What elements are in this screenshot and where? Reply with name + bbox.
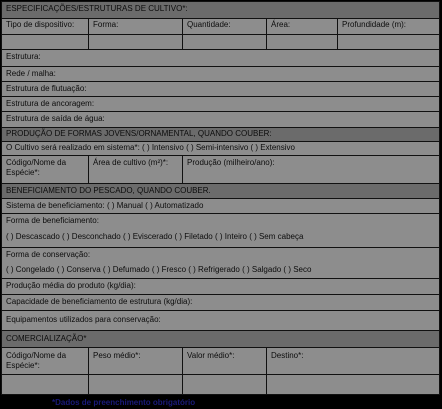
field-ancoragem[interactable]: [2, 97, 439, 112]
field-estrutura[interactable]: [2, 50, 439, 67]
label-flutuacao: Estrutura de flutuação:: [6, 84, 87, 93]
form-frame: [1, 1, 440, 395]
col-forma: Forma:: [88, 19, 182, 34]
cultivo-header-row: [2, 2, 439, 19]
entry-com-codigo[interactable]: [2, 375, 88, 394]
col-destino: Destino*:: [266, 348, 439, 374]
col-area-cultivo: Área de cultivo (m²)*:: [88, 156, 182, 183]
equipamentos-row[interactable]: [2, 311, 439, 331]
entry-destino[interactable]: [266, 375, 439, 394]
cultivo-columns-row: [2, 19, 439, 35]
producao-header: PRODUÇÃO DE FORMAS JOVENS/ORNAMENTAL, QUANDO COUBER:: [6, 129, 272, 138]
col-producao-milheiro: Produção (milheiro/ano):: [182, 156, 439, 183]
col-tipo-dispositivo: Tipo de dispositivo:: [6, 20, 75, 29]
producao-media-row[interactable]: [2, 279, 439, 295]
conservacao-label: Forma de conservação:: [6, 250, 91, 259]
producao-media-label: Produção média do produto (kg/dia):: [6, 281, 136, 290]
entry-profundidade[interactable]: [337, 35, 439, 49]
conservacao-row[interactable]: [2, 248, 439, 279]
producao-system-options[interactable]: O Cultivo será realizado em sistema*: ( ) Intensivo ( ) Semi-intensivo ( ) Extensivo: [6, 143, 295, 152]
label-saida-agua: Estrutura de saída de água:: [6, 114, 105, 123]
beneficiamento-header: BENEFICIAMENTO DO PESCADO, QUANDO COUBER.: [6, 186, 211, 195]
field-flutuacao[interactable]: [2, 82, 439, 97]
entry-peso-medio[interactable]: [88, 375, 182, 394]
cultivo-entry-row[interactable]: [2, 35, 439, 50]
producao-header-row: [2, 128, 439, 142]
beneficiamento-system-options[interactable]: Sistema de beneficiamento: ( ) Manual ( ) Automatizado: [6, 201, 204, 210]
col-valor-medio: Valor médio*:: [182, 348, 266, 374]
label-estrutura: Estrutura:: [6, 52, 41, 61]
capacidade-row[interactable]: [2, 295, 439, 311]
col-com-codigo-especie: Código/Nome da Espécie*:: [6, 351, 67, 370]
comercializacao-entry-row[interactable]: [2, 375, 439, 394]
col-area: Área:: [266, 19, 337, 34]
comercializacao-header: COMERCIALIZAÇÃO*: [6, 334, 87, 343]
capacidade-label: Capacidade de beneficiamento de estrutura (kg/dia):: [6, 297, 193, 306]
forma-beneficiamento-label: Forma de beneficiamento:: [6, 216, 99, 225]
label-ancoragem: Estrutura de ancoragem:: [6, 99, 95, 108]
forma-beneficiamento-row[interactable]: [2, 214, 439, 248]
producao-columns-row: [2, 156, 439, 184]
field-saida-agua[interactable]: [2, 112, 439, 128]
col-codigo-especie: Código/Nome da Espécie*:: [6, 158, 67, 177]
conservacao-options[interactable]: ( ) Congelado ( ) Conserva ( ) Defumado ( ) Fresco ( ) Refrigerado ( ) Salgado ( ) Seco: [6, 265, 312, 274]
entry-quantidade[interactable]: [182, 35, 266, 49]
label-rede-malha: Rede / malha:: [6, 69, 56, 78]
entry-area[interactable]: [266, 35, 337, 49]
forma-beneficiamento-options[interactable]: ( ) Descascado ( ) Desconchado ( ) Eviscerado ( ) Filetado ( ) Inteiro ( ) Sem cabeça: [6, 232, 304, 241]
required-footnote: *Dados de preenchimento obrigatório: [52, 398, 196, 407]
col-quantidade: Quantidade:: [182, 19, 266, 34]
col-peso-medio: Peso médio*:: [88, 348, 182, 374]
cultivo-header: ESPECIFICAÇÕES/ESTRUTURAS DE CULTIVO*:: [6, 4, 188, 13]
col-profundidade: Profundidade (m):: [337, 19, 439, 34]
comercializacao-columns-row: [2, 348, 439, 375]
beneficiamento-system-row[interactable]: [2, 199, 439, 214]
field-rede-malha[interactable]: [2, 67, 439, 82]
entry-tipo-dispositivo[interactable]: [2, 35, 88, 49]
entry-valor-medio[interactable]: [182, 375, 266, 394]
equipamentos-label: Equipamentos utilizados para conservação:: [6, 315, 161, 324]
entry-forma[interactable]: [88, 35, 182, 49]
producao-system-row[interactable]: [2, 142, 439, 156]
beneficiamento-header-row: [2, 184, 439, 199]
comercializacao-header-row: [2, 331, 439, 348]
